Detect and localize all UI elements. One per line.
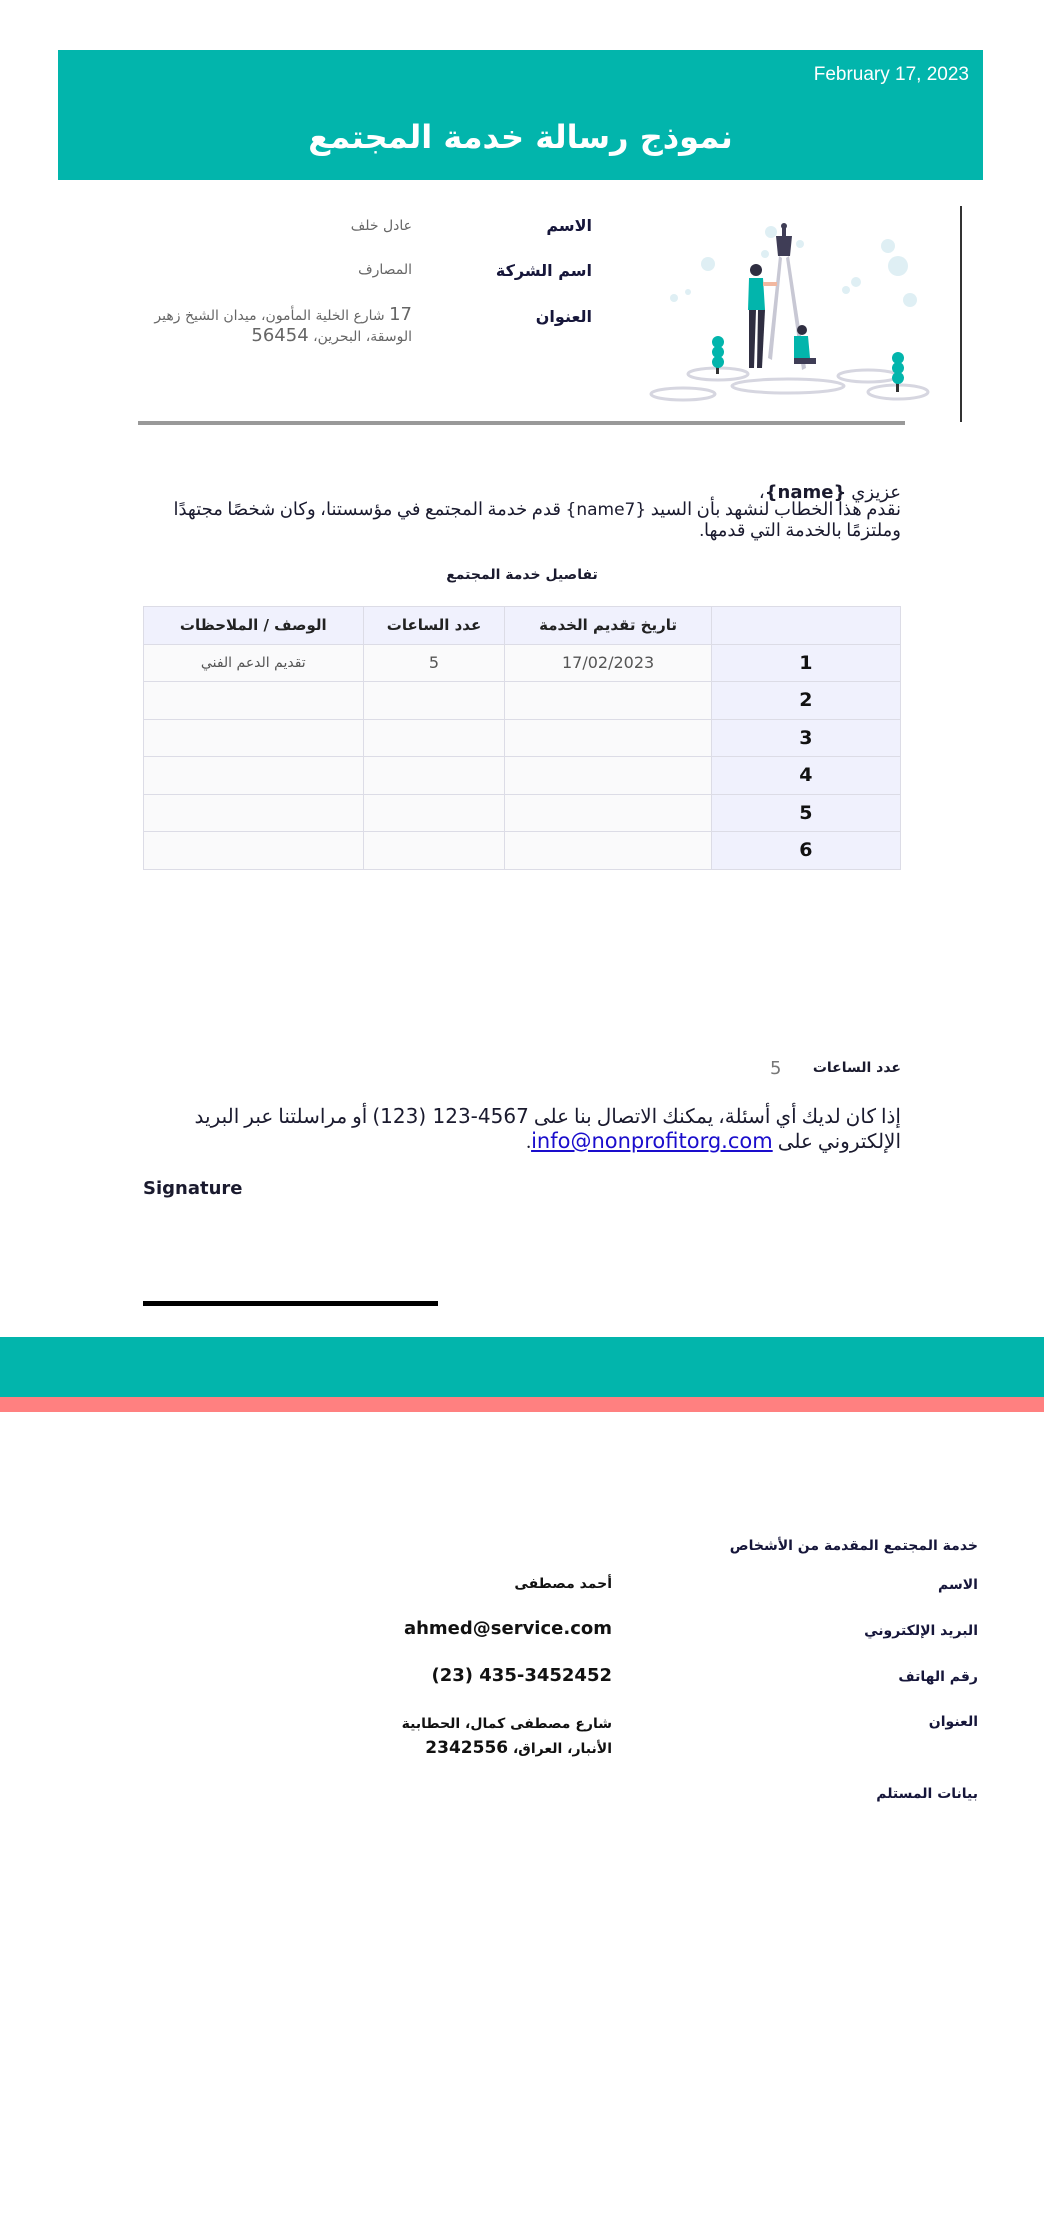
p2-address-line-1: شارع مصطفى كمال، الحطابية xyxy=(401,1716,612,1732)
table-row xyxy=(144,644,901,682)
hours-summary-value: 5 xyxy=(770,1058,782,1079)
p2-name-label: الاسم xyxy=(938,1577,978,1593)
p2-name-value: أحمد مصطفى xyxy=(514,1576,612,1592)
community-service-illustration xyxy=(648,218,934,408)
col-header-hours: عدد الساعات xyxy=(363,607,505,645)
section-divider xyxy=(138,421,905,425)
contact-paragraph: إذا كان لديك أي أسئلة، يمكنك الاتصال بنا على (123) 123-4567 أو مراسلتنا عبر البريد الإلكتروني على info@nonprofitorg.com. xyxy=(194,1104,901,1153)
row-date xyxy=(505,757,711,795)
p2-email-label: البريد الإلكتروني xyxy=(864,1623,978,1639)
company-value: المصارف xyxy=(358,262,412,278)
row-notes xyxy=(144,794,364,832)
col-header-date: تاريخ تقديم الخدمة xyxy=(505,607,711,645)
page-title: نموذج رسالة خدمة المجتمع xyxy=(308,118,733,156)
row-notes: تقديم الدعم الفني xyxy=(144,644,364,682)
section-title-people: خدمة المجتمع المقدمة من الأشخاص xyxy=(729,1538,978,1554)
table-row xyxy=(144,682,901,720)
row-hours: 5 xyxy=(363,644,505,682)
footer-band-coral xyxy=(0,1397,1044,1412)
contact-phone: (123) 123-4567 xyxy=(372,1104,529,1128)
row-notes xyxy=(144,832,364,870)
address-line-1: 17 شارع الخلية المأمون، ميدان الشيخ زهير xyxy=(154,304,412,325)
company-label: اسم الشركة xyxy=(495,261,592,280)
salutation-name: {name} xyxy=(764,482,847,503)
p2-phone-label: رقم الهاتف xyxy=(898,1669,978,1685)
row-date xyxy=(505,719,711,757)
letter-date: February 17, 2023 xyxy=(813,64,969,85)
signature-label: Signature xyxy=(143,1178,243,1199)
row-hours xyxy=(363,682,505,720)
address-label: العنوان xyxy=(535,307,592,326)
row-index: 4 xyxy=(711,757,900,795)
vertical-rule xyxy=(960,206,962,422)
row-index: 1 xyxy=(711,644,900,682)
row-index: 3 xyxy=(711,719,900,757)
row-index: 5 xyxy=(711,794,900,832)
hours-summary-label: عدد الساعات xyxy=(812,1060,901,1076)
letter-body: نقدم هذا الخطاب لنشهد بأن السيد {name7} قدم خدمة المجتمع في مؤسستنا، وكان شخصًا مجتهدًا وملتزمًا بالخدمة التي قدمها. xyxy=(173,499,901,540)
name-label: الاسم xyxy=(546,216,592,235)
row-notes xyxy=(144,719,364,757)
recipient-data-label: بيانات المستلم xyxy=(876,1786,978,1802)
row-date xyxy=(505,794,711,832)
p2-address-line-2: الأنبار، العراق، 2342556 xyxy=(425,1738,612,1758)
p2-phone-value: (23) 435-3452452 xyxy=(431,1665,612,1686)
row-date xyxy=(505,832,711,870)
service-table xyxy=(143,606,901,870)
col-header-notes: الوصف / الملاحظات xyxy=(144,607,364,645)
row-date: 17/02/2023 xyxy=(505,644,711,682)
contact-email-link[interactable]: info@nonprofitorg.com xyxy=(531,1129,773,1153)
address-line-2: الوسقة، البحرين، 56454 xyxy=(251,325,412,346)
row-notes xyxy=(144,682,364,720)
body-placeholder: {name7} xyxy=(565,500,647,520)
name-value: عادل خلف xyxy=(350,218,412,234)
p2-address-value xyxy=(402,1712,612,1761)
header-banner xyxy=(58,50,983,180)
row-hours xyxy=(363,794,505,832)
row-hours xyxy=(363,719,505,757)
row-hours xyxy=(363,832,505,870)
table-row xyxy=(144,757,901,795)
table-row xyxy=(144,719,901,757)
footer-band-teal xyxy=(0,1337,1044,1397)
col-header-index xyxy=(711,607,900,645)
table-header-row xyxy=(144,607,901,645)
salutation: عزيزي {name}، xyxy=(758,482,901,503)
row-hours xyxy=(363,757,505,795)
address-value xyxy=(152,305,412,347)
table-title: تفاصيل خدمة المجتمع xyxy=(446,567,598,583)
row-notes xyxy=(144,757,364,795)
row-index: 6 xyxy=(711,832,900,870)
row-date xyxy=(505,682,711,720)
p2-email-value: ahmed@service.com xyxy=(403,1618,612,1639)
row-index: 2 xyxy=(711,682,900,720)
table-row xyxy=(144,794,901,832)
signature-line xyxy=(143,1301,438,1306)
table-row xyxy=(144,832,901,870)
p2-address-label: العنوان xyxy=(928,1714,978,1730)
